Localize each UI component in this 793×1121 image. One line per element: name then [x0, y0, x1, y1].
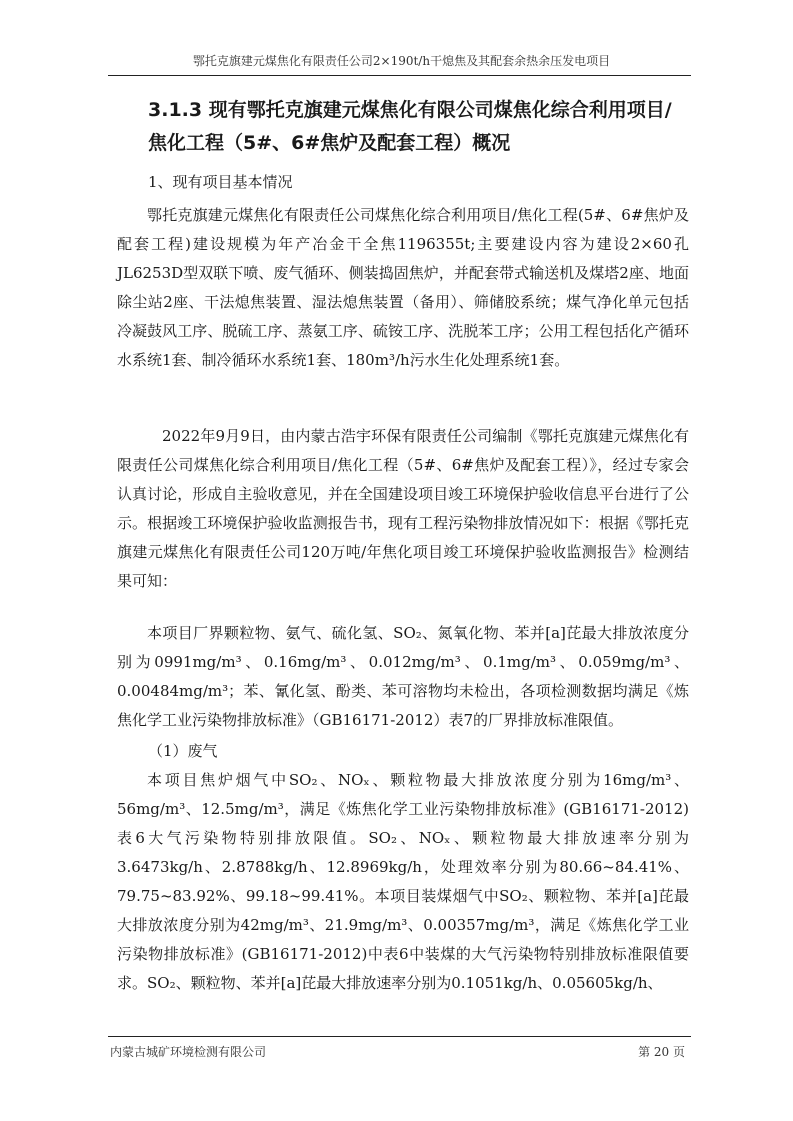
paragraph-coke-oven-flue-gas: 本项目焦炉烟气中SO₂、NOₓ、颗粒物最大排放浓度分别为16mg/m³、56mg/m³、12.5mg/m³，满足《炼焦化学工业污染物排放标准》(GB16171-2012)表6大气污染物特别排放限值。SO₂、NOₓ、颗粒物最大排放速率分别为3.6473kg/h、2.8788kg/h、12.8969kg/h，处理效率分别为80.66~84.41%、79.75~83.92%、99.18~99.41%。本项目装煤烟气中SO₂、颗粒物、苯并[a]芘最大排放浓度分别为42mg/m³、21.9mg/m³、0.00357mg/m³，满足《炼焦化学工业污染物排放标准》(GB16171-2012)中表6中装煤的大气污染物特别排放标准限值要求。SO₂、颗粒物、苯并[a]芘最大排放速率分别为0.1051kg/h、0.05605kg/h、 — [117, 771, 689, 992]
paragraph-project-overview: 鄂托克旗建元煤焦化有限责任公司煤焦化综合利用项目/焦化工程(5#、6#焦炉及配套工程)建设规模为年产冶金干全焦1196355t;主要建设内容为建设2×60孔JL6253D型双联下喷、废气循环、侧装捣固焦炉，并配套带式输送机及煤塔2座、地面除尘站2座、干法熄焦装置、湿法熄焦装置（备用）、筛储胶系统；煤气净化单元包括冷凝鼓风工序、脱硫工序、蒸氨工序、硫铵工序、洗脱苯工序；公用工程包括化产循环水系统1套、制冷循环水系统1套、180m³/h污水生化处理系统1套。 — [117, 206, 689, 369]
footer-divider — [108, 1036, 691, 1037]
section-title: 3.1.3 现有鄂托克旗建元煤焦化有限公司煤焦化综合利用项目/焦化工程（5#、6#焦炉及配套工程）概况 — [148, 99, 672, 154]
page-number: 第 20 页 — [638, 1045, 685, 1059]
paragraph-boundary-emissions: 本项目厂界颗粒物、氨气、硫化氢、SO₂、氮氧化物、苯并[a]芘最大排放浓度分别为0991mg/m³、0.16mg/m³、0.012mg/m³、0.1mg/m³、0.059mg/m³、0.00484mg/m³；苯、氰化氢、酚类、苯可溶物均未检出，各项检测数据均满足《炼焦化学工业污染物排放标准》（GB16171-2012）表7的厂界排放标准限值。 — [117, 624, 689, 729]
subsection-heading-basic-info: 1、现有项目基本情况 — [148, 173, 293, 191]
running-header: 鄂托克旗建元煤焦化有限责任公司2×190t/h干熄焦及其配套余热余压发电项目 — [192, 54, 611, 68]
footer-company: 内蒙古城矿环境检测有限公司 — [110, 1045, 267, 1059]
paragraph-acceptance-report: 2022年9月9日，由内蒙古浩宇环保有限责任公司编制《鄂托克旗建元煤焦化有限责任公司煤焦化综合利用项目/焦化工程（5#、6#焦炉及配套工程）》，经过专家会认真讨论，形成自主验收意见，并在全国建设项目竣工环境保护验收信息平台进行了公示。根据竣工环境保护验收监测报告书，现有工程污染物排放情况如下：根据《鄂托克旗建元煤焦化有限责任公司120万吨/年焦化项目竣工环境保护验收监测报告》检测结果可知： — [117, 427, 689, 590]
header-divider — [108, 75, 691, 76]
subsection-heading-exhaust-gas: （1）废气 — [148, 742, 218, 760]
